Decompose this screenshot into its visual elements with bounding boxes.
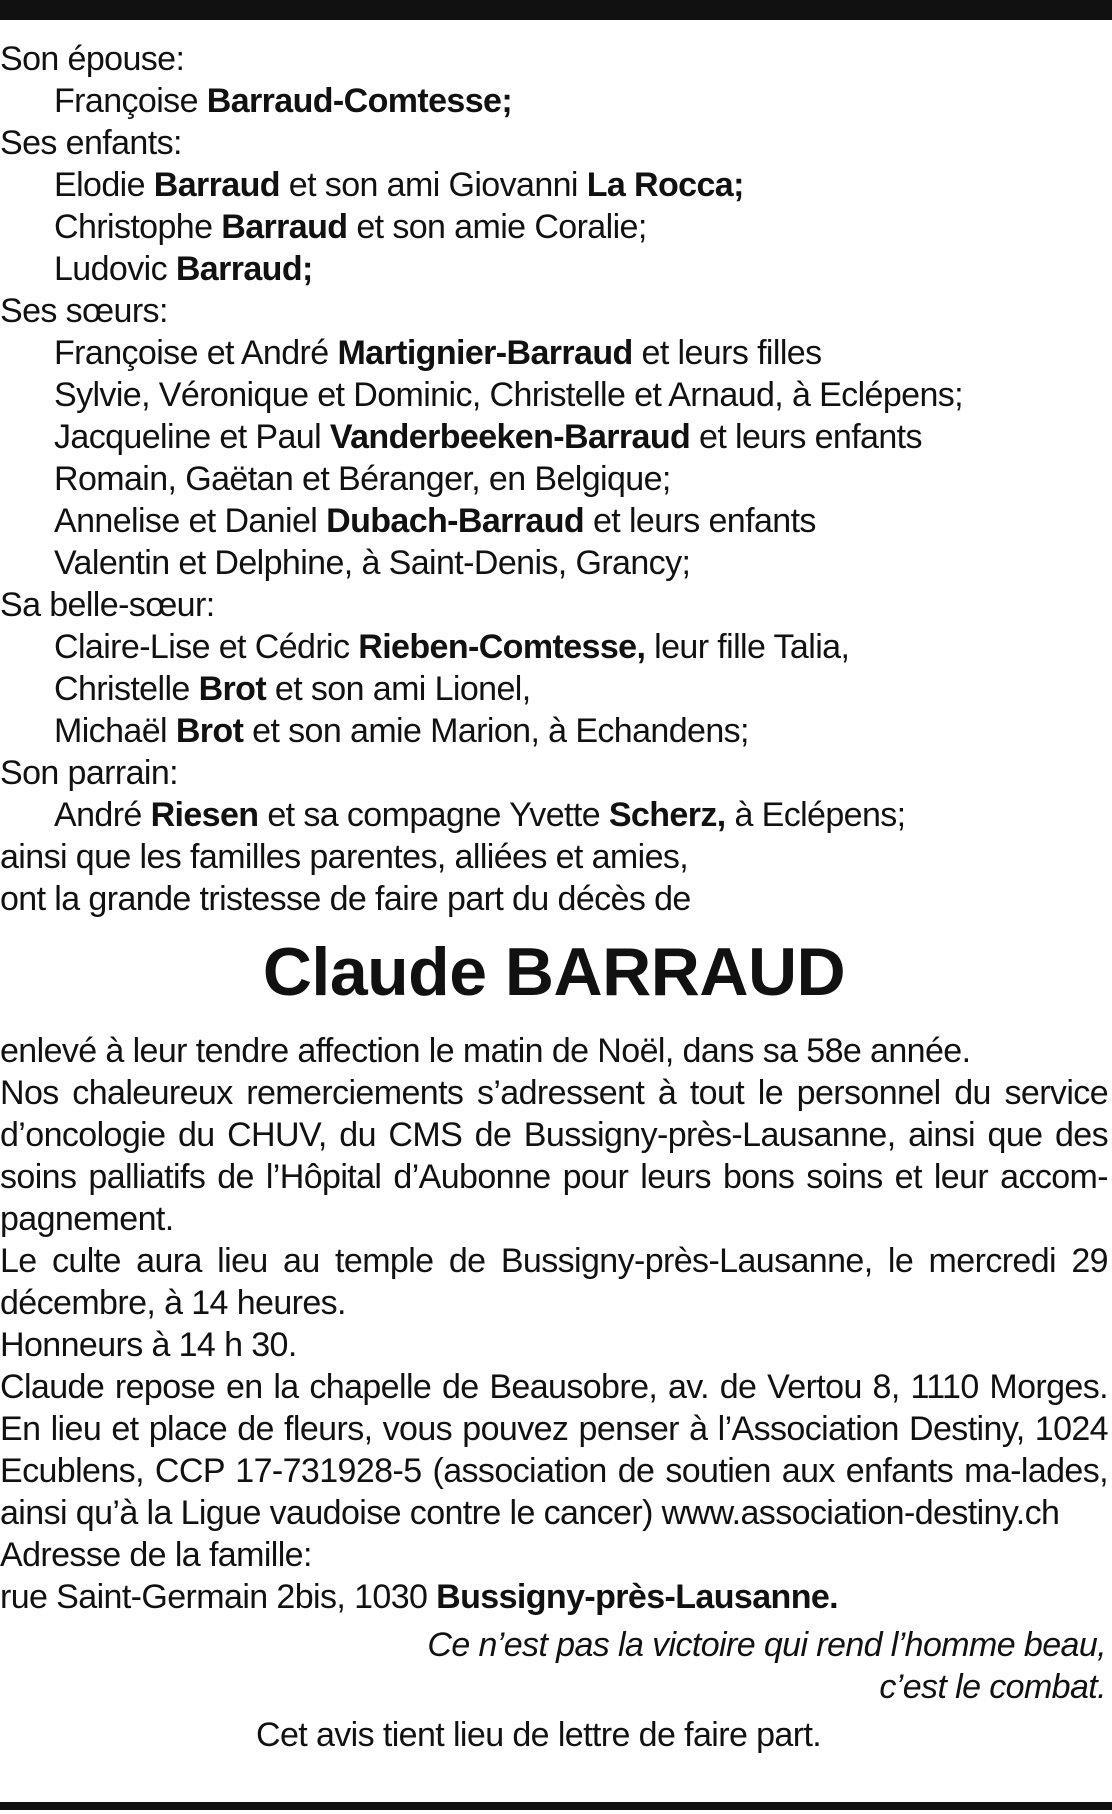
rests-paragraph: Claude repose en la chapelle de Beausobre, av. de Vertou 8, 1110 Morges. bbox=[0, 1368, 1108, 1406]
taken-line: enlevé à leur tendre affection le matin de Noël, dans sa 58e année. bbox=[0, 1032, 971, 1070]
thanks-paragraph: Nos chaleureux remerciements s’adressent à tout le personnel du service d’oncologie du CHUV, du CMS de Bussigny-près-Lausanne, ainsi que des soins palliatifs de l’Hôpital d’Aubonne pour leurs bons soins et leur accom-pagnement. bbox=[0, 1074, 1108, 1238]
sister-line: Annelise et Daniel Dubach-Barraud et leurs enfants bbox=[54, 502, 816, 540]
spouse-label: Son épouse: bbox=[0, 40, 185, 78]
sisters-label: Ses sœurs: bbox=[0, 292, 168, 330]
bottom-rule bbox=[0, 1802, 1112, 1810]
child-line: Ludovic Barraud; bbox=[54, 250, 313, 288]
child-line: Christophe Barraud et son amie Coralie; bbox=[54, 208, 647, 246]
donations-paragraph: En lieu et place de fleurs, vous pouvez penser à l’Association Destiny, 1024 Ecublens, CCP 17-731928-5 (association de soutien aux enfants ma-lades, ainsi qu’à la Ligue vaudoise contre le cancer) www.association-destiny.ch bbox=[0, 1410, 1108, 1532]
honours-line: Honneurs à 14 h 30. bbox=[0, 1326, 297, 1364]
obituary-text bbox=[0, 38, 1108, 1756]
service-paragraph: Le culte aura lieu au temple de Bussigny-près-Lausanne, le mercredi 29 décembre, à 14 heures. bbox=[0, 1242, 1108, 1322]
child-line: Elodie Barraud et son ami Giovanni La Rocca; bbox=[54, 166, 744, 204]
sister-in-law-line: Michaël Brot et son amie Marion, à Echandens; bbox=[54, 712, 749, 750]
sister-in-law-line: Christelle Brot et son ami Lionel, bbox=[54, 670, 531, 708]
sister-line: Romain, Gaëtan et Béranger, en Belgique; bbox=[54, 460, 671, 498]
sister-in-law-label: Sa belle-sœur: bbox=[0, 586, 215, 624]
godfather-line: André Riesen et sa compagne Yvette Scherz, à Eclépens; bbox=[54, 796, 906, 834]
godfather-label: Son parrain: bbox=[0, 754, 179, 792]
closing-line: Cet avis tient lieu de lettre de faire part. bbox=[256, 1716, 822, 1754]
deceased-name: Claude BARRAUD bbox=[262, 934, 846, 1010]
quote-line-1: Ce n’est pas la victoire qui rend l’homme beau, bbox=[427, 1626, 1106, 1664]
sister-line: Françoise et André Martignier-Barraud et leurs filles bbox=[54, 334, 822, 372]
top-rule bbox=[0, 0, 1112, 20]
spouse-line: Françoise Barraud-Comtesse; bbox=[54, 82, 513, 120]
sister-in-law-line: Claire-Lise et Cédric Rieben-Comtesse, leur fille Talia, bbox=[54, 628, 850, 666]
address-line: rue Saint-Germain 2bis, 1030 Bussigny-près-Lausanne. bbox=[0, 1578, 839, 1616]
sister-line: Valentin et Delphine, à Saint-Denis, Grancy; bbox=[54, 544, 691, 582]
quote-line-2: c’est le combat. bbox=[879, 1668, 1106, 1706]
sister-line: Jacqueline et Paul Vanderbeeken-Barraud et leurs enfants bbox=[54, 418, 922, 456]
children-label: Ses enfants: bbox=[0, 124, 182, 162]
sister-line: Sylvie, Véronique et Dominic, Christelle et Arnaud, à Eclépens; bbox=[54, 376, 964, 414]
others-line: ainsi que les familles parentes, alliées et amies, bbox=[0, 838, 689, 876]
announce-line: ont la grande tristesse de faire part du décès de bbox=[0, 880, 691, 918]
address-label: Adresse de la famille: bbox=[0, 1536, 312, 1574]
